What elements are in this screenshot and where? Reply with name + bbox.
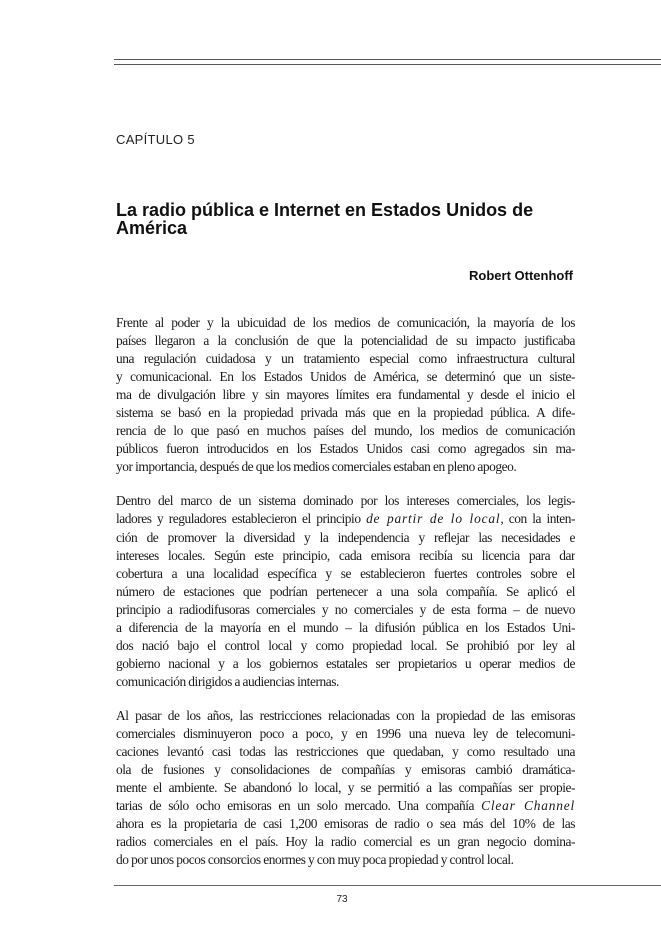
text-line: una regulación cuidadosa y un tratamiento especial como infraestructura cultural [116, 351, 575, 367]
paragraph-gap [116, 476, 575, 492]
text-line: dos nació bajo el control local y como propiedad local. Se prohibió por ley al [116, 637, 575, 653]
text-line: a diferencia de la mayoría en el mundo – la difusión pública en los Estados Uni- [116, 619, 575, 635]
text-line: do por unos pocos consorcios enormes y con muy poca propiedad y control local. [116, 852, 514, 868]
emphasis-text: Clear Channel [481, 798, 575, 814]
text-line: ladores y reguladores establecieron el principio de partir de lo local, con la inten- [116, 511, 575, 527]
paragraph [116, 492, 575, 691]
text-line: mente el ambiente. Se abandonó lo local, y se permitió a las compañías ser propie- [116, 780, 575, 796]
page-number: 73 [336, 894, 348, 905]
text-line: Al pasar de los años, las restricciones relacionadas con la propiedad de las emisoras [116, 707, 575, 723]
text-line: Frente al poder y la ubicuidad de los medios de comunicación, la mayoría de los [116, 315, 575, 330]
text-line: ahora es la propietaria de casi 1,200 emisoras de radio o sea más del 10% de las [116, 816, 575, 832]
text-line: públicos fueron introducidos en los Estados Unidos casi como agregados sin ma- [116, 441, 575, 457]
article-author: Robert Ottenhoff [469, 268, 573, 283]
chapter-label: CAPÍTULO 5 [116, 132, 195, 147]
top-rule-2 [114, 64, 661, 65]
paragraph [116, 314, 575, 476]
paragraph [116, 707, 575, 869]
text-line: ma de divulgación libre y sin mayores límites era fundamental y desde el inicio el [116, 387, 575, 403]
article-body [116, 314, 575, 869]
article-title: La radio pública e Internet en Estados Unidos de América [116, 200, 534, 238]
text-line: Dentro del marco de un sistema dominado por los intereses comerciales, los legis- [116, 493, 575, 509]
paragraph-gap [116, 691, 575, 707]
emphasis-text: de partir de lo local [366, 511, 501, 527]
text-line: ola de fusiones y consolidaciones de compañías y emisoras cambió dramática- [116, 762, 575, 778]
bottom-rule [114, 885, 661, 886]
text-line: comunicación dirigidos a audiencias internas. [116, 673, 339, 689]
text-line: ción de promover la diversidad y la independencia y reflejar las necesidades e [116, 529, 575, 545]
top-rule-1 [114, 59, 661, 60]
text-line: principio a radiodifusoras comerciales y no comerciales y de esta forma – de nuevo [116, 601, 575, 617]
text-line: radios comerciales en el país. Hoy la radio comercial es un gran negocio domina- [116, 834, 575, 850]
text-line: países llegaron a la conclusión de que la potencialidad de su impacto justificaba [116, 333, 575, 349]
text-line: cobertura a una localidad específica y se establecieron fuertes controles sobre el [116, 565, 575, 581]
text-line: yor importancia, después de que los medios comerciales estaban en pleno apogeo. [116, 459, 517, 475]
text-line: comerciales disminuyeron poco a poco, y en 1996 una nueva ley de telecomuni- [116, 725, 575, 741]
text-line: y comunicacional. En los Estados Unidos de América, se determinó que un siste- [116, 369, 575, 385]
text-line: rencia de lo que pasó en muchos países del mundo, los medios de comunicación [116, 423, 575, 439]
text-line: intereses locales. Según este principio, cada emisora recibía su licencia para dar [116, 547, 575, 563]
text-line: número de estaciones que podrían pertenecer a una sola compañía. Se aplicó el [116, 583, 575, 599]
text-line: gobierno nacional y a los gobiernos estatales ser propietarios u operar medios de [116, 655, 575, 671]
text-line: sistema se basó en la propiedad privada más que en la propiedad pública. A dife- [116, 405, 575, 421]
text-line: caciones levantó casi todas las restricciones que quedaban, y como resultado una [116, 744, 575, 760]
text-line: tarias de sólo ocho emisoras en un solo mercado. Una compañía Clear Channel [116, 798, 575, 814]
